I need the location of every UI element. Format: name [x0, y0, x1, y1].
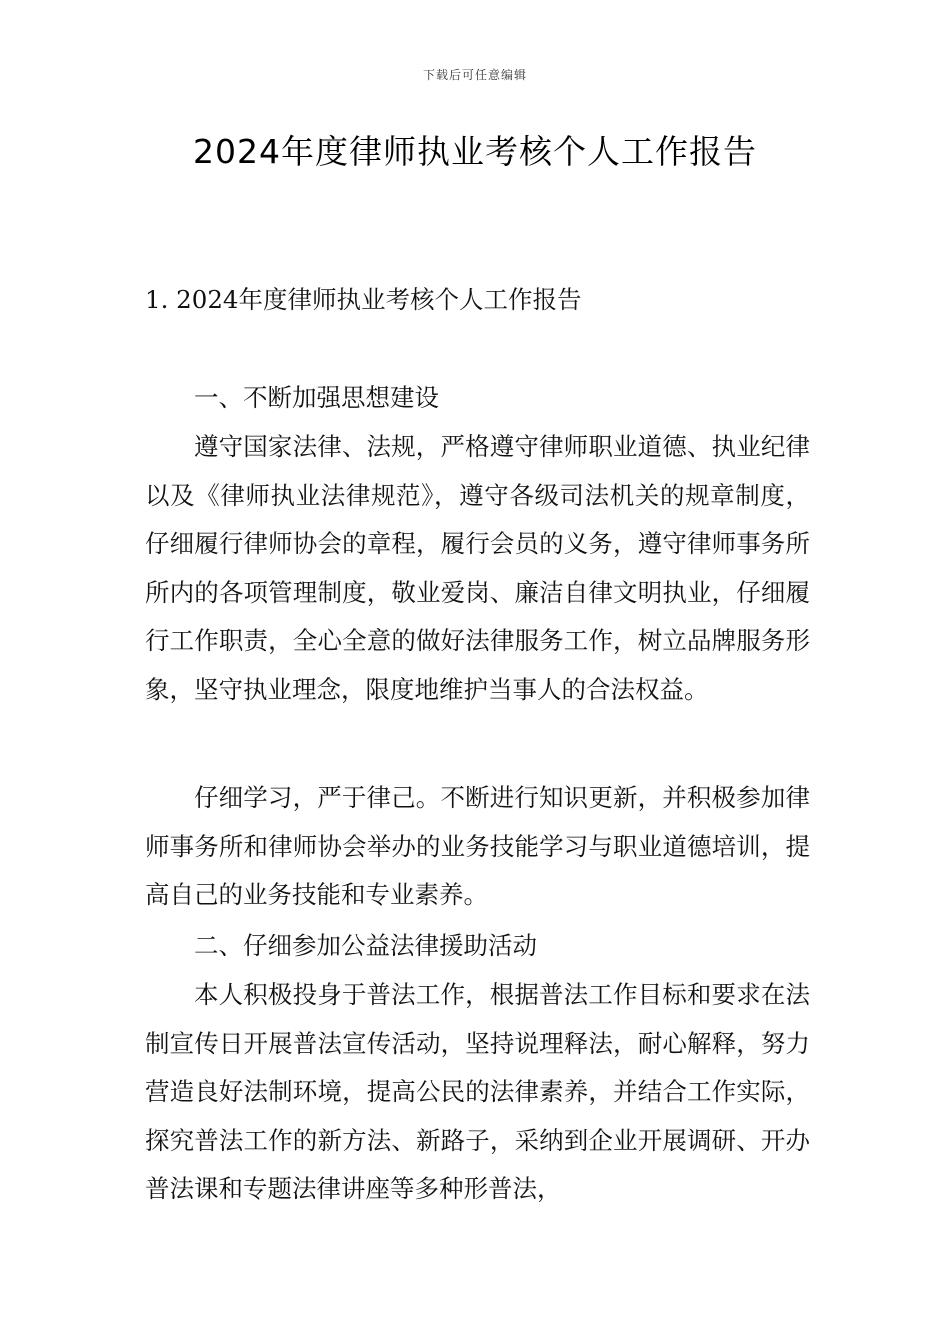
paragraph-text: 本人积极投身于普法工作，根据普法工作目标和要求在法制宣传日开展普法宣传活动，坚持说理释法，耐心解释，努力营造良好法制环境，提高公民的法律素养，并结合工作实际，探究普法工作的新方法、新路子，采纳到企业开展调研、开办普法课和专题法律讲座等多种形普法， — [145, 980, 810, 1204]
paragraph-text: 遵守国家法律、法规，严格遵守律师职业道德、执业纪律以及《律师执业法律规范》，遵守各级司法机关的规章制度，仔细履行律师协会的章程，履行会员的义务，遵守律师事务所所内的各项管理制度，敬业爱岗、廉洁自律文明执业，仔细履行工作职责，全心全意的做好法律服务工作，树立品牌服务形象，坚守执业理念，限度地维护当事人的合法权益。 — [145, 432, 810, 704]
section-heading-1: 一、不断加强思想建设 — [194, 383, 439, 412]
section-heading-2: 二、仔细参加公益法律援助活动 — [194, 931, 537, 960]
body-paragraph-3 — [145, 971, 810, 1214]
body-paragraph-2 — [145, 774, 810, 920]
header-note: 下载后可任意编辑 — [422, 68, 527, 82]
subtitle-item: 1. 2024年度律师执业考核个人工作报告 — [145, 285, 582, 314]
body-paragraph-1 — [145, 423, 810, 715]
paragraph-text: 仔细学习，严于律己。不断进行知识更新，并积极参加律师事务所和律师协会举办的业务技能学习与职业道德培训，提高自己的业务技能和专业素养。 — [145, 783, 810, 910]
document-title: 2024年度律师执业考核个人工作报告 — [193, 132, 757, 171]
